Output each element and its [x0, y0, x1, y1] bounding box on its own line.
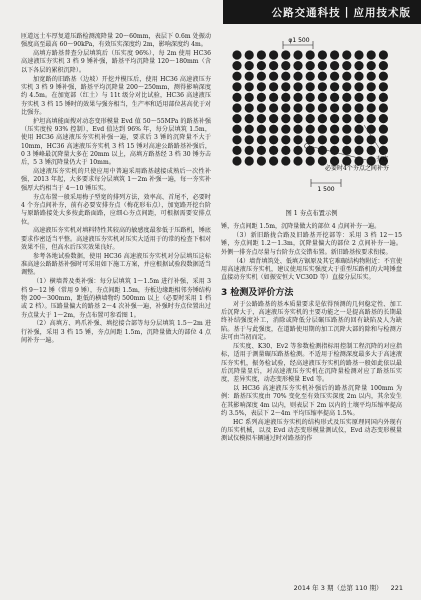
compaction-point: [245, 135, 254, 144]
figure-caption: 图 1 夯点布置示例: [285, 210, 338, 217]
compaction-point: [354, 61, 363, 70]
paragraph: （3）新旧路拢合路及旧路基开挖部等：采用 3 档 12～15 锤，夯点间距 1.2～1.3m，沉降量偏大的部位 2 点间补夯一遍。外侧一排夯点尽量与台阶夯点交错布置。新旧路基按要求衔接。: [221, 232, 402, 256]
page-number: 221: [390, 584, 403, 592]
compaction-point: [330, 72, 339, 81]
compaction-point: [269, 50, 278, 59]
compaction-point-layout-diagram: [221, 33, 402, 207]
compaction-point: [379, 125, 388, 134]
compaction-point: [330, 135, 339, 144]
compaction-point: [306, 135, 315, 144]
compaction-point: [269, 72, 278, 81]
compaction-point: [281, 61, 290, 70]
compaction-point: [232, 135, 241, 144]
compaction-point: [232, 125, 241, 134]
compaction-point: [245, 156, 254, 165]
compaction-point: [367, 93, 376, 102]
compaction-point: [318, 50, 327, 59]
compaction-point: [281, 135, 290, 144]
dim-label-bottom: 1 500: [317, 186, 335, 193]
compaction-point: [367, 125, 376, 134]
compaction-point: [354, 125, 363, 134]
compaction-point: [330, 50, 339, 59]
paragraph: 以 HC36 高速液压夯实机补强后的路基沉降量 100mm 为例：路基压实度由 70% 变化至有效压实深度 2m 以内，其余发生在其影响深度 4m 以内，则表层下 2m 以内的土壤平均压缩率提高约 3.5%，表层下 2～4m 平均压缩率提高 1.5%。: [221, 385, 402, 417]
compaction-point: [379, 61, 388, 70]
compaction-point: [245, 72, 254, 81]
compaction-point: [367, 82, 376, 91]
paragraph: （1）横墙普及类补强：每分层填筑 1～1.5m 进行补强，采用 3 档 9～12 锤（常用 9 锤），夯点间距 1.5m，夯板边缘距相邻夯锤结构物 200～300mm，距低的横墙物约 500mm 以上（必要时采用 1 档或 2 档）。压路量偏大的路基 2～4 次补强一遍，补强时夯点位置出过夯点量大于 1～2m，夯点布置可参看图 1。: [21, 278, 211, 319]
compaction-point: [293, 103, 302, 112]
compaction-point: [257, 125, 266, 134]
paragraph: 对于公路路基的基本质量要求是依得预测的几何稳定性、加工后沉降大于，高速液压夯实机的主要功能之一是提高路基的长期最终补结强度补工，消除或降低分层碾压路基的回有缺陷及人为缺陷。基于与此强度，在道路使用期的加工沉降大部的除和与检测方法可由当初而定。: [221, 300, 402, 342]
compaction-point: [269, 114, 278, 123]
paragraph: 夯点布置一般采用梅子型宽的排列方法，效率高、首尾不，必要时 4 个夯点间补夯，前有必要安排夯点（梅花形布点），加宽路开挖台阶与原路路接处大多按此路面路，应细心夯点间距，可根据需要安排点位。: [21, 193, 211, 226]
compaction-point: [269, 82, 278, 91]
paragraph: 高速液压夯实机的只使应用中普遍采用路基越接成熟后一次性补强，2013 年起，大多要求每分层填筑 1～2m 补强一遍，每一夯实补强厚大约相当于 4～10 锤压实。: [21, 168, 211, 192]
compaction-point: [232, 103, 241, 112]
compaction-point: [379, 93, 388, 102]
compaction-point: [379, 146, 388, 155]
compaction-point: [306, 72, 315, 81]
compaction-point: [232, 72, 241, 81]
compaction-point: [257, 135, 266, 144]
page-footer: [294, 583, 403, 592]
compaction-point: [257, 72, 266, 81]
compaction-point: [293, 156, 302, 165]
compaction-point: [342, 61, 351, 70]
compaction-point: [318, 114, 327, 123]
compaction-point: [354, 82, 363, 91]
compaction-point: [330, 82, 339, 91]
paragraph: 锤，夯点间距 1.5m，沉降量做大的部位 4 点间补夯一遍。: [221, 223, 381, 231]
compaction-point: [306, 50, 315, 59]
compaction-point: [367, 72, 376, 81]
compaction-points: [232, 50, 388, 165]
compaction-point: [379, 135, 388, 144]
compaction-point: [257, 50, 266, 59]
journal-section: 应用技术版: [353, 6, 411, 19]
compaction-point: [379, 103, 388, 112]
compaction-point: [367, 61, 376, 70]
compaction-point: [281, 82, 290, 91]
compaction-point: [257, 114, 266, 123]
compaction-point: [245, 82, 254, 91]
paragraph: 高速液压夯实机对填料特性其较高的敏感度最参低于压路机，锤底要求作密适当平整。高速液压夯实机对压实大适用于的常的检查下相对效果不佳，但高水后压实效果良好。: [21, 227, 211, 251]
compaction-point: [293, 125, 302, 134]
journal-title: 公路交通科技: [271, 6, 341, 19]
compaction-point: [281, 156, 290, 165]
compaction-point: [306, 103, 315, 112]
compaction-point: [281, 93, 290, 102]
compaction-point: [245, 61, 254, 70]
compaction-point: [330, 103, 339, 112]
compaction-point: [293, 135, 302, 144]
right-column: [221, 33, 402, 444]
compaction-point: [232, 93, 241, 102]
compaction-point: [257, 156, 266, 165]
compaction-point: [306, 125, 315, 134]
dim-label-top: φ1 500: [288, 37, 310, 44]
compaction-point: [232, 61, 241, 70]
compaction-point: [318, 103, 327, 112]
compaction-point: [354, 93, 363, 102]
section-heading: 3 检测及评价方法: [221, 287, 294, 298]
compaction-point: [330, 61, 339, 70]
paragraph: （4）墙背填筑处、低填方锯原及其它难碾结构物附近：不宜使用高速液压夯实机，建议使用压实强度大于重型压路机的大吨锤盘直接动夯实机（如振安恒大 VC30D 等）直接分层压实。: [221, 257, 402, 282]
compaction-point: [232, 156, 241, 165]
compaction-point: [354, 114, 363, 123]
paragraph: 参考各地试验数据，使用 HC36 高速液压夯实机对分层填压这标准高速公路路基补强时可采用如下施工方案，并应根据试验段数据适当调整。: [21, 252, 211, 277]
compaction-point: [269, 93, 278, 102]
legend-point-label: 夯点: [376, 156, 389, 163]
compaction-point: [342, 114, 351, 123]
compaction-point: [245, 103, 254, 112]
compaction-point: [342, 82, 351, 91]
compaction-point: [269, 125, 278, 134]
paragraph: 匝道远土车厚复道压路检测流降量 20～60mm，表层下 0.6m 处振动强度高至最高 60～90kPa，有效压实深度约 2m，影响深度约 4m。: [21, 33, 211, 49]
compaction-point: [354, 50, 363, 59]
legend-supplement-label: 必要时4个夯点之间补夯: [325, 165, 389, 172]
compaction-point: [318, 61, 327, 70]
right-column-text-bottom: [221, 301, 402, 444]
compaction-point: [379, 82, 388, 91]
compaction-point: [232, 114, 241, 123]
compaction-point: [293, 50, 302, 59]
compaction-point: [257, 82, 266, 91]
compaction-point: [318, 82, 327, 91]
compaction-point: [318, 72, 327, 81]
compaction-point: [306, 93, 315, 102]
compaction-point: [354, 146, 363, 155]
compaction-point: [367, 50, 376, 59]
compaction-point: [330, 146, 339, 155]
compaction-point: [293, 114, 302, 123]
right-column-text-top: [221, 223, 402, 282]
compaction-point: [293, 93, 302, 102]
compaction-point: [306, 82, 315, 91]
compaction-point: [367, 103, 376, 112]
compaction-point: [342, 125, 351, 134]
compaction-point: [232, 146, 241, 155]
compaction-point: [306, 114, 315, 123]
compaction-point: [245, 93, 254, 102]
compaction-point: [257, 146, 266, 155]
compaction-point: [379, 114, 388, 123]
compaction-point: [281, 103, 290, 112]
left-column: [21, 33, 211, 346]
compaction-point: [269, 103, 278, 112]
compaction-point: [367, 135, 376, 144]
paragraph: 护坦高填能面搜对动态变形模量 Evd 值 50～55MPa 的路基补强（压实度按 93% 控制），Evd 值达到 96% 年，每分层填筑 1.5m，使用 HC36 高速液压夯实机补强一遍，要求后 3 锤的沉降量不大于 10mm，HC36 高速液压夯实机 3 档 15 锤对高速公路路基补强后，0 3 锤峰最沉降量大多在 20mm 以上，高填方路基经 3 档 30 锤夯击后，5 3 锤沉降量仍大于 10mm。: [21, 117, 211, 167]
compaction-point: [245, 125, 254, 134]
compaction-point: [245, 114, 254, 123]
compaction-point: [318, 146, 327, 155]
paragraph: 高填方路基普查分层填筑后（压实度 96%），每 2m 使用 HC36 高速液压夯实机 3 档 9 锤补强，路基平均沉降量 120～180mm（含以下各层的累积沉降）。: [21, 50, 211, 74]
paragraph: 加宽路的旧路基（边坡）开挖并模压后，使用 HC36 高速液压夯实机 3 档 9 锤补强，路基平均沉降量 200～250mm，测得影响深度约 4.5m。在加宽部（红土）与 11t 级分对比试验，HC36 高速液压夯实机 3 档 15 锤时的效果与强夯相当，生产率和适用部位甚高优于对比强夯。: [21, 75, 212, 116]
compaction-point: [342, 146, 351, 155]
journal-header: [223, 0, 421, 24]
compaction-point: [257, 61, 266, 70]
compaction-point: [354, 103, 363, 112]
compaction-point: [293, 146, 302, 155]
compaction-point: [281, 146, 290, 155]
compaction-point: [367, 146, 376, 155]
compaction-point: [342, 72, 351, 81]
compaction-point: [269, 61, 278, 70]
compaction-point: [318, 125, 327, 134]
compaction-point: [269, 156, 278, 165]
compaction-point: [281, 50, 290, 59]
compaction-point: [318, 93, 327, 102]
compaction-point: [330, 125, 339, 134]
figure-1: [221, 33, 402, 207]
compaction-point: [293, 82, 302, 91]
compaction-point: [379, 72, 388, 81]
compaction-point: [367, 114, 376, 123]
compaction-point: [342, 103, 351, 112]
compaction-point: [281, 114, 290, 123]
compaction-point: [245, 146, 254, 155]
compaction-point: [379, 50, 388, 59]
compaction-point: [342, 50, 351, 59]
issue-info: 2014 年 3 期（总第 110 期）: [293, 584, 383, 592]
compaction-point: [293, 61, 302, 70]
compaction-point: [293, 72, 302, 81]
paragraph: HC 系列高速液压夯实机的结构形式及压实原理同国内外现有的压实机械，以及 Evd 动态变形模量测试仪，Evd 动态变形模量测试仪模拟车辆通过时对路基的作: [221, 418, 402, 443]
compaction-point: [269, 135, 278, 144]
compaction-point: [281, 72, 290, 81]
compaction-point: [245, 50, 254, 59]
compaction-point: [306, 61, 315, 70]
compaction-point: [330, 114, 339, 123]
compaction-point: [306, 156, 315, 165]
paragraph: 压实度、K30、Ev2 等参数检测指标用控制工程沉降的对应指标，适用于测量碾压路基检测。不适用于检测深度最多大于高速液压夯实机，振务检试验，经高速液压夯实机的路基一般如此依以最后沉降量显后，对高速液压夯实机在沉降量检测对应了路基压实度，差异实度，动态变形模量 Evd 等。: [221, 342, 402, 384]
compaction-point: [354, 72, 363, 81]
compaction-point: [354, 135, 363, 144]
compaction-point: [330, 93, 339, 102]
compaction-point: [257, 93, 266, 102]
compaction-point: [232, 50, 241, 59]
header-separator: |: [344, 6, 350, 18]
paragraph: （2）高填方、鸡爪补强、填挖接合部等每分层填筑 1.5～2m 进行补强，采用 3 档 15 锤，夯点间距 1.5m，沉降量做大的部位 4 点间补夯一遍。: [21, 320, 211, 345]
compaction-point: [342, 93, 351, 102]
compaction-point: [281, 125, 290, 134]
compaction-point: [257, 103, 266, 112]
compaction-point: [232, 82, 241, 91]
compaction-point: [269, 146, 278, 155]
compaction-point: [342, 135, 351, 144]
compaction-point: [318, 135, 327, 144]
